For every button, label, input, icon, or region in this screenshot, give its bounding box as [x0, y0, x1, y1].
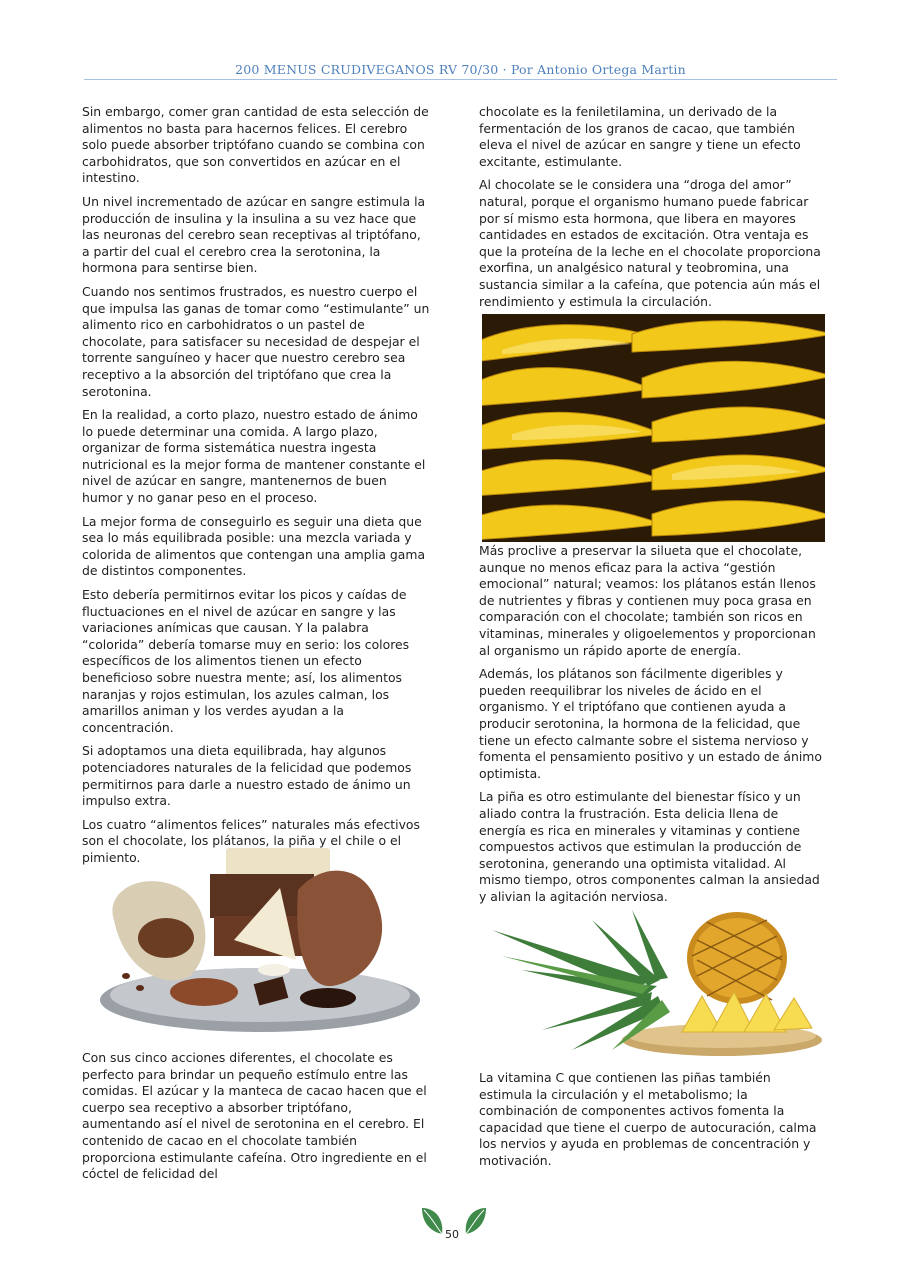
- paragraph: Sin embargo, comer gran cantidad de esta selección de alimentos no basta para hacernos felices. El cerebro solo puede absorber triptófano cuando se combina con carbohidratos, que son convertidos en azúcar en el intestino.: [82, 104, 429, 186]
- chocolate-image: [84, 830, 428, 1040]
- running-header: 200 MENUS CRUDIVEGANOS RV 70/30 · Por Antonio Ortega Martin: [235, 62, 686, 77]
- pineapple-image: [482, 900, 825, 1060]
- paragraph: La mejor forma de conseguirlo es seguir una dieta que sea lo más equilibrada posible: una mezcla variada y colorida de alimentos que contengan una amplia gama de distintos componentes.: [82, 513, 426, 579]
- paragraph: Cuando nos sentimos frustrados, es nuestro cuerpo el que impulsa las ganas de tomar como “estimulante” un alimento rico en carbohidratos o un pastel de chocolate, para satisfacer su necesidad de despejar el torrente sanguíneo y hacer que nuestro cerebro sea receptivo a la absorción del triptófano que crea la serotonina.: [82, 283, 430, 399]
- paragraph: Un nivel incrementado de azúcar en sangre estimula la producción de insulina y la insulina a su vez hace que las neuronas del cerebro sean receptivas al triptófano, a partir del cual el cerebro crea la serotonina, la hormona para sentirse bien.: [82, 193, 426, 276]
- paragraph: La vitamina C que contienen las piñas también estimula la circulación y el metabolismo; la combinación de componentes activos fomenta la capacidad que tiene el cuerpo de autocuración, calma los nervios y ayuda en problemas de concentración y motivación.: [479, 1070, 817, 1168]
- paragraph: La piña es otro estimulante del bienestar físico y un aliado contra la frustración. Esta delicia llena de energía es rica en minerales y vitaminas y contiene compuestos activos que estimulan la producción de serotonina, generando una optimista vitalidad. Al mismo tiempo, otros componentes calman la ansiedad y alivian la agitación nerviosa.: [479, 789, 820, 904]
- bananas-image: [482, 314, 825, 542]
- paragraph: Si adoptamos una dieta equilibrada, hay algunos potenciadores naturales de la felicidad que podemos permitirnos para darle a nuestro estado de ánimo un impulso extra.: [82, 743, 412, 809]
- right-column-bottom: [479, 1070, 825, 1177]
- paragraph: Más proclive a preservar la silueta que el chocolate, aunque no menos eficaz para la activa “gestión emocional” natural; veamos: los plátanos están llenos de nutrientes y fibras y contienen muy poca grasa en comparación con el chocolate; también son ricos en vitaminas, minerales y oligoelementos y proporcionan al organismo un rápido aporte de energía.: [479, 543, 816, 658]
- paragraph: En la realidad, a corto plazo, nuestro estado de ánimo lo puede determinar una comida. A largo plazo, organizar de forma sistemática nuestra ingesta nutricional es la mejor forma de mantener constante el nivel de azúcar en sangre, mantenernos de buen humor y no ganar peso en el proceso.: [82, 407, 426, 506]
- paragraph: Además, los plátanos son fácilmente digeribles y pueden reequilibrar los niveles de ácido en el organismo. Y el triptófano que contienen ayuda a producir serotonina, la hormona de la felicidad, que tiene un efecto calmante sobre el sistema nervioso y fomenta el pensamiento positivo y un estado de ánimo optimista.: [479, 666, 822, 781]
- header-divider: [84, 79, 837, 80]
- page-number: 50: [445, 1228, 459, 1241]
- left-column: [82, 104, 430, 874]
- paragraph: Al chocolate se le considera una “droga del amor” natural, porque el organismo humano puede fabricar por sí mismo esta hormona, que libera en mayores cantidades en estados de excitación. Otra ventaja es que la proteína de la leche en el chocolate proporciona exorfina, un analgésico natural y teobromina, una sustancia similar a la cafeína, que potencia aún más el rendimiento y estimula la circulación.: [479, 177, 821, 309]
- left-column-bottom: [82, 1050, 430, 1190]
- paragraph: Con sus cinco acciones diferentes, el chocolate es perfecto para brindar un pequeño estímulo entre las comidas. El azúcar y la manteca de cacao hacen que el cuerpo sea receptivo a absorber triptófano, aumentando así el nivel de serotonina en el cerebro. El contenido de cacao en el chocolate también proporciona estimulante cafeína. Otro ingrediente en el cóctel de felicidad del: [82, 1050, 427, 1182]
- paragraph: Esto debería permitirnos evitar los picos y caídas de fluctuaciones en el nivel de azúcar en sangre y las variaciones anímicas que causan. Y la palabra “colorida” debería tomarse muy en serio: los colores específicos de los alimentos tienen un efecto beneficioso sobre nuestra mente; así, los alimentos naranjas y rojos estimulan, los azules calman, los amarillos animan y los verdes ayudan a la concentración.: [82, 587, 410, 735]
- right-column: [479, 104, 825, 317]
- right-column-middle: [479, 543, 825, 912]
- paragraph: chocolate es la feniletilamina, un derivado de la fermentación de los granos de cacao, que también eleva el nivel de azúcar en sangre y tiene un efecto excitante, estimulante.: [479, 104, 801, 169]
- paragraph: Los cuatro “alimentos felices” naturales más efectivos son el chocolate, los plátanos, la piña y el chile o el pimiento.: [82, 816, 420, 865]
